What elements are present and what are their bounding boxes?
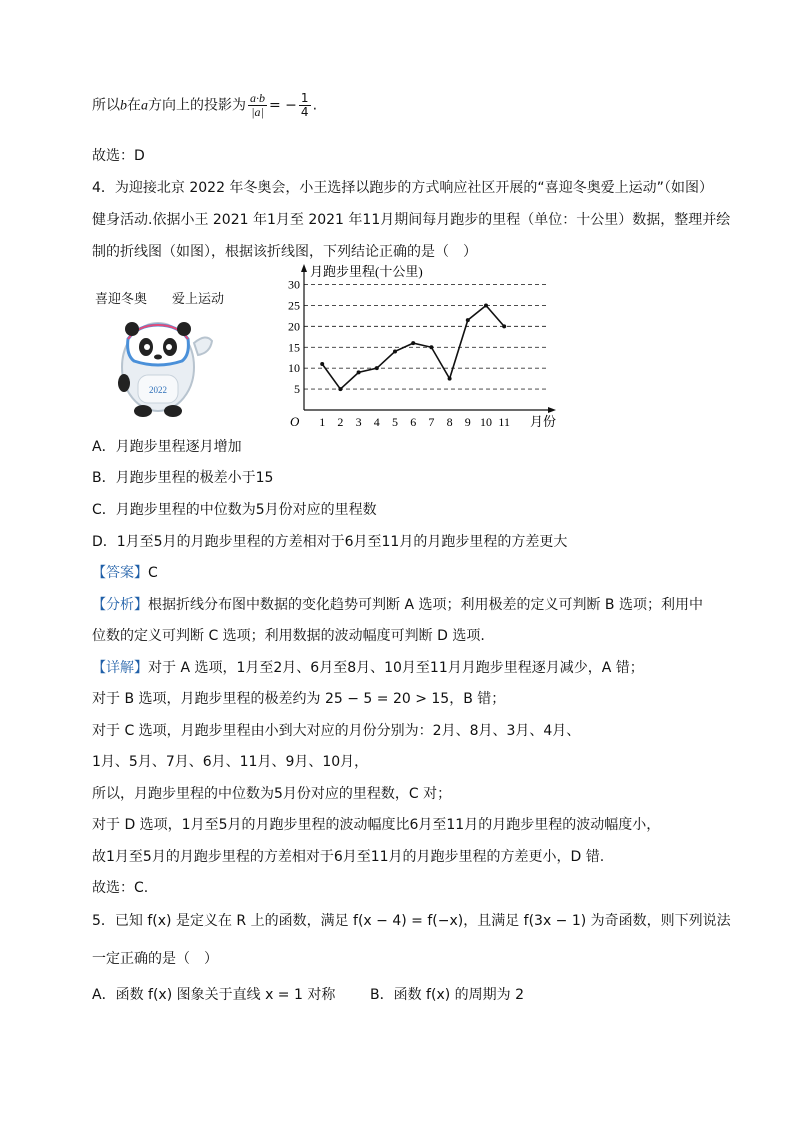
answer-value: C xyxy=(148,565,158,581)
mascot-caption-right: 爱上运动 xyxy=(172,292,225,307)
q4-choose: 故选：C. xyxy=(92,880,149,896)
chart-title: 月跑步里程(十公里) xyxy=(310,264,423,279)
x-axis-label: 月份 xyxy=(530,414,557,429)
svg-text:2022: 2022 xyxy=(149,385,167,395)
data-point xyxy=(484,303,488,307)
fraction-denominator: 4 xyxy=(300,105,309,119)
text: = − xyxy=(269,97,297,114)
q4-stem-line1: 4．为迎接北京 2022 年冬奥会，小王选择以跑步的方式响应社区开展的“喜迎冬奥爱上运动”（如图） xyxy=(92,180,713,196)
text: 所以 xyxy=(92,97,120,114)
x-tick-label: 7 xyxy=(428,415,435,429)
data-point xyxy=(375,366,379,370)
q4-option-d: D．1月至5月的月跑步里程的方差相对于6月至11月的月跑步里程的方差更大 xyxy=(92,534,568,550)
y-tick-label: 15 xyxy=(288,340,300,355)
q4-option-b: B．月跑步里程的极差小于15 xyxy=(92,470,274,486)
x-tick-label: 4 xyxy=(373,415,380,429)
q5-option-b: B．函数 f(x) 的周期为 2 xyxy=(370,987,524,1003)
data-point xyxy=(393,349,397,353)
data-point xyxy=(411,341,415,345)
x-tick-label: 1 xyxy=(319,415,326,429)
projection-line xyxy=(92,92,317,119)
analysis-line1 xyxy=(92,595,703,615)
data-point xyxy=(320,362,324,366)
detail-line2: 对于 B 选项，月跑步里程的极差约为 25 − 5 = 20 > 15，B 错； xyxy=(92,691,506,707)
x-tick-label: 9 xyxy=(464,415,471,429)
detail-line6: 对于 D 选项，1月至5月的月跑步里程的波动幅度比6月至11月的月跑步里程的波动幅度小， xyxy=(92,817,661,833)
detail-line1 xyxy=(92,658,644,678)
x-axis-arrow xyxy=(548,407,556,413)
fraction-numerator: a·b xyxy=(250,91,265,105)
detail-line5: 所以，月跑步里程的中位数为5月份对应的里程数，C 对； xyxy=(92,786,452,802)
data-point xyxy=(502,324,506,328)
vector-a: a xyxy=(141,98,148,114)
x-tick-label: 8 xyxy=(446,415,453,429)
analysis-text: 根据折线分布图中数据的变化趋势可判断 A 选项；利用极差的定义可判断 B 选项；利用中 xyxy=(148,597,703,613)
detail-text: 对于 A 选项，1月至2月、6月至8月、10月至11月月跑步里程逐月减少，A 错； xyxy=(148,660,644,676)
y-tick-label: 20 xyxy=(288,319,300,334)
q4-stem-line3: 制的折线图（如图），根据该折线图，下列结论正确的是（ ） xyxy=(92,244,477,260)
fraction-numerator: 1 xyxy=(300,91,309,105)
detail-line3: 对于 C 选项，月跑步里程由小到大对应的月份分别为：2月、8月、3月、4月、 xyxy=(92,723,581,739)
data-point xyxy=(448,377,452,381)
x-tick-label: 5 xyxy=(392,415,398,429)
origin-label: O xyxy=(290,414,300,429)
mascot-caption-left: 喜迎冬奥 xyxy=(95,292,148,307)
detail-tag: 【详解】 xyxy=(92,660,148,676)
y-tick-labels xyxy=(288,278,300,397)
analysis-line2: 位数的定义可判断 C 选项；利用数据的波动幅度可判断 D 选项. xyxy=(92,628,485,644)
q5-option-a: A．函数 f(x) 图象关于直线 x = 1 对称 xyxy=(92,987,336,1003)
data-point xyxy=(357,370,361,374)
y-tick-label: 10 xyxy=(288,361,300,376)
x-tick-label: 11 xyxy=(498,415,510,429)
data-point xyxy=(429,345,433,349)
x-tick-label: 3 xyxy=(355,415,362,429)
q4-stem-line2: 健身活动.依据小王 2021 年1月至 2021 年11月期间每月跑步的里程（单位：十公里）数据，整理并绘 xyxy=(92,212,731,228)
detail-line7: 故1月至5月的月跑步里程的方差相对于6月至11月的月跑步里程的方差更小，D 错. xyxy=(92,849,605,865)
q5-stem-line2: 一定正确的是（ ） xyxy=(92,951,218,967)
x-tick-label: 10 xyxy=(480,415,492,429)
fraction-denominator: |a| xyxy=(251,105,264,119)
mascot-image xyxy=(98,305,218,425)
answer-tag: 【答案】 xyxy=(92,565,148,581)
answer-fraction xyxy=(299,92,311,119)
x-tick-labels xyxy=(319,415,510,429)
line-chart xyxy=(282,262,572,432)
data-point xyxy=(338,387,342,391)
text: 方向上的投影为 xyxy=(148,97,246,114)
y-tick-label: 25 xyxy=(288,298,300,313)
vector-b: b xyxy=(120,98,127,114)
x-tick-label: 2 xyxy=(337,415,344,429)
y-tick-label: 30 xyxy=(288,277,300,292)
y-axis-arrow xyxy=(301,264,307,272)
projection-fraction xyxy=(248,92,267,119)
q4-option-c: C．月跑步里程的中位数为5月份对应的里程数 xyxy=(92,502,377,518)
text: 在 xyxy=(127,97,141,114)
answer-line xyxy=(92,563,158,583)
chart-grid xyxy=(304,285,548,390)
detail-line4: 1月、5月、7月、6月、11月、9月、10月， xyxy=(92,754,369,770)
analysis-tag: 【分析】 xyxy=(92,597,148,613)
y-tick-label: 5 xyxy=(294,382,300,397)
prev-choose: 故选：D xyxy=(92,148,145,164)
q4-option-a: A．月跑步里程逐月增加 xyxy=(92,439,242,455)
data-point xyxy=(466,318,470,322)
q5-stem-line1: 5．已知 f(x) 是定义在 R 上的函数，满足 f(x − 4) = f(−x)，且满足 f(3x − 1) 为奇函数，则下列说法 xyxy=(92,913,731,929)
text: . xyxy=(312,97,318,114)
x-tick-label: 6 xyxy=(410,415,417,429)
